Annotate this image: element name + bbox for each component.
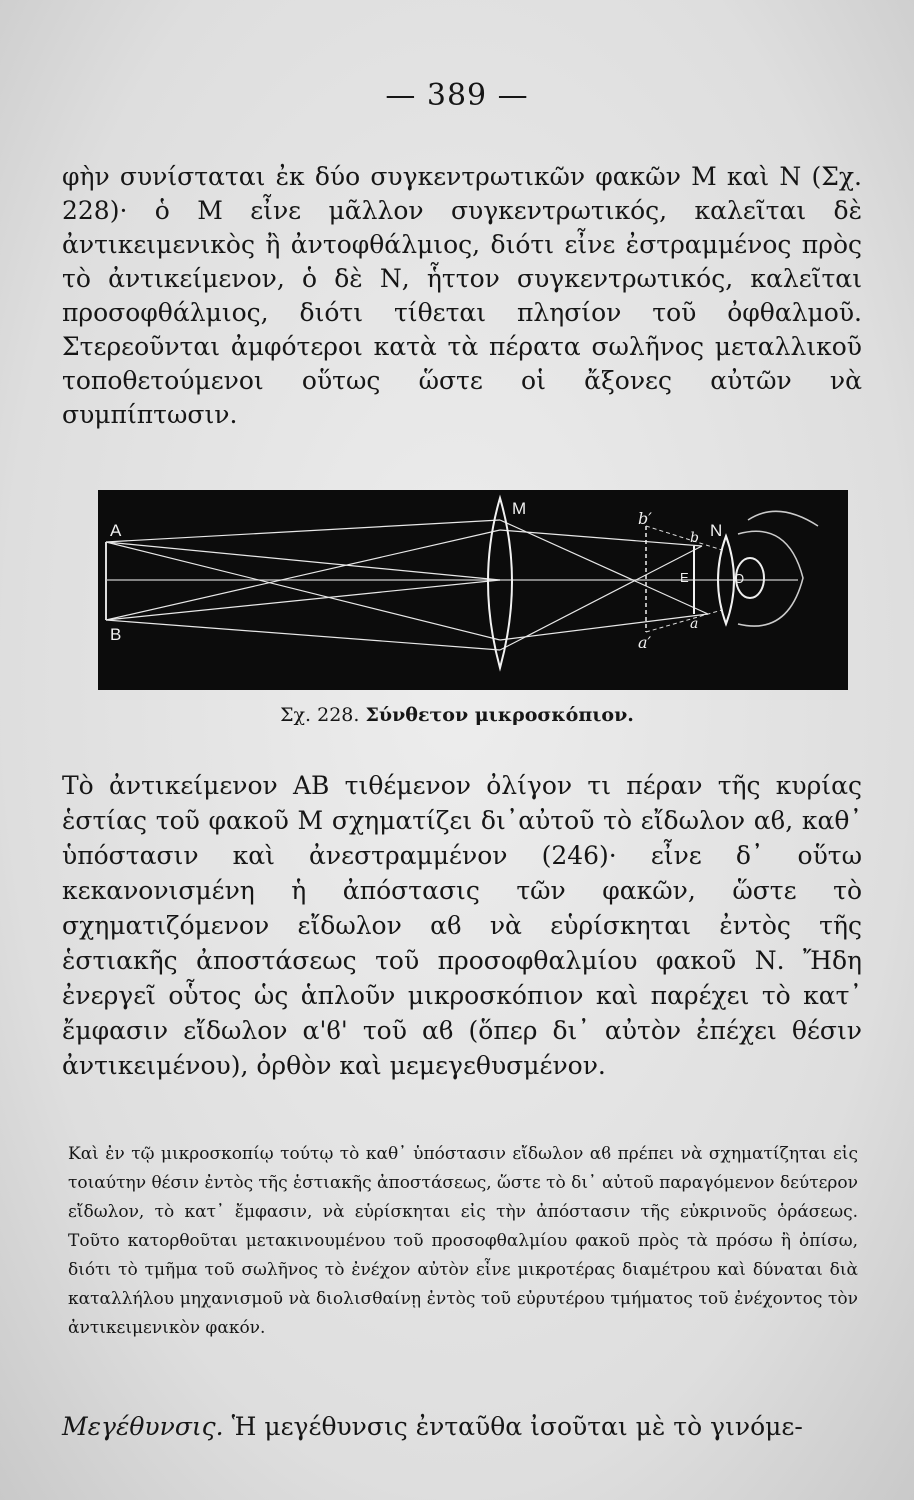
label-b-prime: b′ <box>638 509 652 528</box>
paragraph-4 <box>62 1410 862 1444</box>
label-b: B <box>110 625 122 644</box>
label-b: b <box>690 530 699 546</box>
label-a: a <box>690 616 699 632</box>
label-n: N <box>710 521 723 540</box>
figure-title: Σύνθετον μικροσκόπιον. <box>365 704 634 726</box>
label-m: M <box>512 499 527 518</box>
section-heading-megethynsis: Μεγέθυνσις. <box>62 1412 224 1441</box>
microscope-figure <box>98 490 848 690</box>
paragraph-3-small: Καὶ ἐν τῷ μικροσκοπίῳ τούτῳ τὸ καθ᾽ ὑπόστασιν εἴδωλον αϐ πρέπει νὰ σχηματίζηται εἰς τοιαύτην θέσιν ἐντὸς τῆς ἑστιακῆς ἀποστάσεως, ὥστε τὸ δι᾽ αὐτοῦ παραγόμενον δεύτερον εἴδωλον, τὸ κατ᾽ ἔμφασιν, νὰ εὑρίσκηται εἰς τὴν ἀπόστασιν τῆς εὐκρινοῦς ὁράσεως. Τοῦτο κατορθοῦται μετακινουμένου τοῦ προσοφθαλμίου φακοῦ πρὸς τὰ πρόσω ἢ ὀπίσω, διότι τὸ τμῆμα τοῦ σωλῆνος τὸ ἐνέχον αὐτὸν εἶνε μικροτέρας διαμέτρου καὶ δύναται διὰ καταλλήλου μηχανισμοῦ νὰ διολισθαίνῃ ἐντὸς τοῦ εὐρυτέρου τμήματος τοῦ ἐνέχοντος τὸν ἀντικειμενικὸν φακόν. <box>68 1144 858 1338</box>
label-a-prime: a′ <box>638 633 652 652</box>
figure-number: Σχ. 228. <box>280 704 360 726</box>
paragraph-2: Τὸ ἀντικείμενον ΑΒ τιθέμενον ὀλίγον τι πέραν τῆς κυρίας ἑστίας τοῦ φακοῦ Μ σχηματίζει δι᾽αὐτοῦ τὸ εἴδωλον αϐ, καθ᾽ ὑπόστασιν καὶ ἀνεστραμμένον (246)· εἶνε δ᾽ οὕτω κεκανονισμένη ἡ ἀπόστασις τῶν φακῶν, ὥστε τὸ σχηματιζόμενον εἴδωλον αϐ νὰ εὑρίσκηται ἐντὸς τῆς ἑστιακῆς ἀποστάσεως τοῦ προσοφθαλμίου φακοῦ Ν. Ἤδη ἐνεργεῖ οὗτος ὡς ἁπλοῦν μικροσκόπιον καὶ παρέχει τὸ κατ᾽ ἔμφασιν εἴδωλον α'ϐ' τοῦ αϐ (ὅπερ δι᾽ αὐτὸν ἐπέχει θέσιν ἀντικειμένου), ὀρθὸν καὶ μεμεγεθυσμένον. <box>62 771 862 1080</box>
eyebrow <box>748 511 818 526</box>
eyelid <box>738 531 803 626</box>
figure-caption <box>0 704 914 726</box>
microscope-diagram <box>98 490 848 690</box>
page-number: — 389 — <box>385 78 529 113</box>
paragraph-4-text: Ἡ μεγέθυνσις ἐνταῦθα ἰσοῦται μὲ τὸ γινόμε- <box>231 1412 803 1441</box>
label-a: A <box>110 521 122 540</box>
rays-from-b <box>106 530 702 650</box>
paragraph-1: φὴν συνίσταται ἐκ δύο συγκεντρωτικῶν φακῶν Μ καὶ Ν (Σχ. 228)· ὁ Μ εἶνε μᾶλλον συγκεντρωτικός, καλεῖται δὲ ἀντικειμενικὸς ἢ ἀντοφθάλμιος, διότι εἶνε ἐστραμμένος πρὸς τὸ ἀντικείμενον, ὁ δὲ Ν, ἧττον συγκεντρωτικός, καλεῖται προσοφθάλμιος, διότι τίθεται πλησίον τοῦ ὀφθαλμοῦ. Στερεοῦνται ἀμφότεροι κατὰ τὰ πέρατα σωλῆνος μεταλλικοῦ τοποθετούμενοι οὕτως ὥστε οἱ ἄξονες αὐτῶν νὰ συμπίπτωσιν. <box>62 162 862 429</box>
label-o: O <box>734 571 745 586</box>
label-e: E <box>680 570 689 585</box>
